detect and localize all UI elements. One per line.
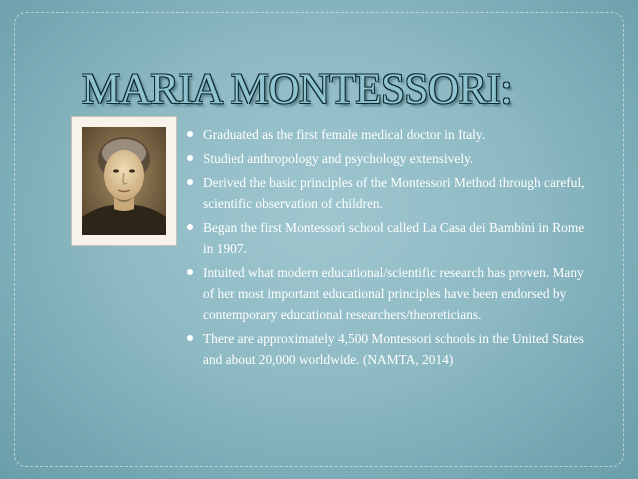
bullet-item: Graduated as the first female medical doctor in Italy. [186,124,596,145]
portrait-photo [72,117,176,245]
bullet-item: Intuited what modern educational/scientific research has proven. Many of her most important educational principles have been endorsed by contemporary educational researchers/theoreticians. [186,262,596,325]
bullet-item: Studied anthropology and psychology extensively. [186,148,596,169]
slide-title: MARIA MONTESSORI: [82,66,512,113]
bullet-list [186,124,596,373]
bullet-item: Derived the basic principles of the Montessori Method through careful, scientific observation of children. [186,172,596,214]
bullet-item: There are approximately 4,500 Montessori schools in the United States and about 20,000 worldwide. (NAMTA, 2014) [186,328,596,370]
bullet-item: Began the first Montessori school called La Casa dei Bambini in Rome in 1907. [186,217,596,259]
